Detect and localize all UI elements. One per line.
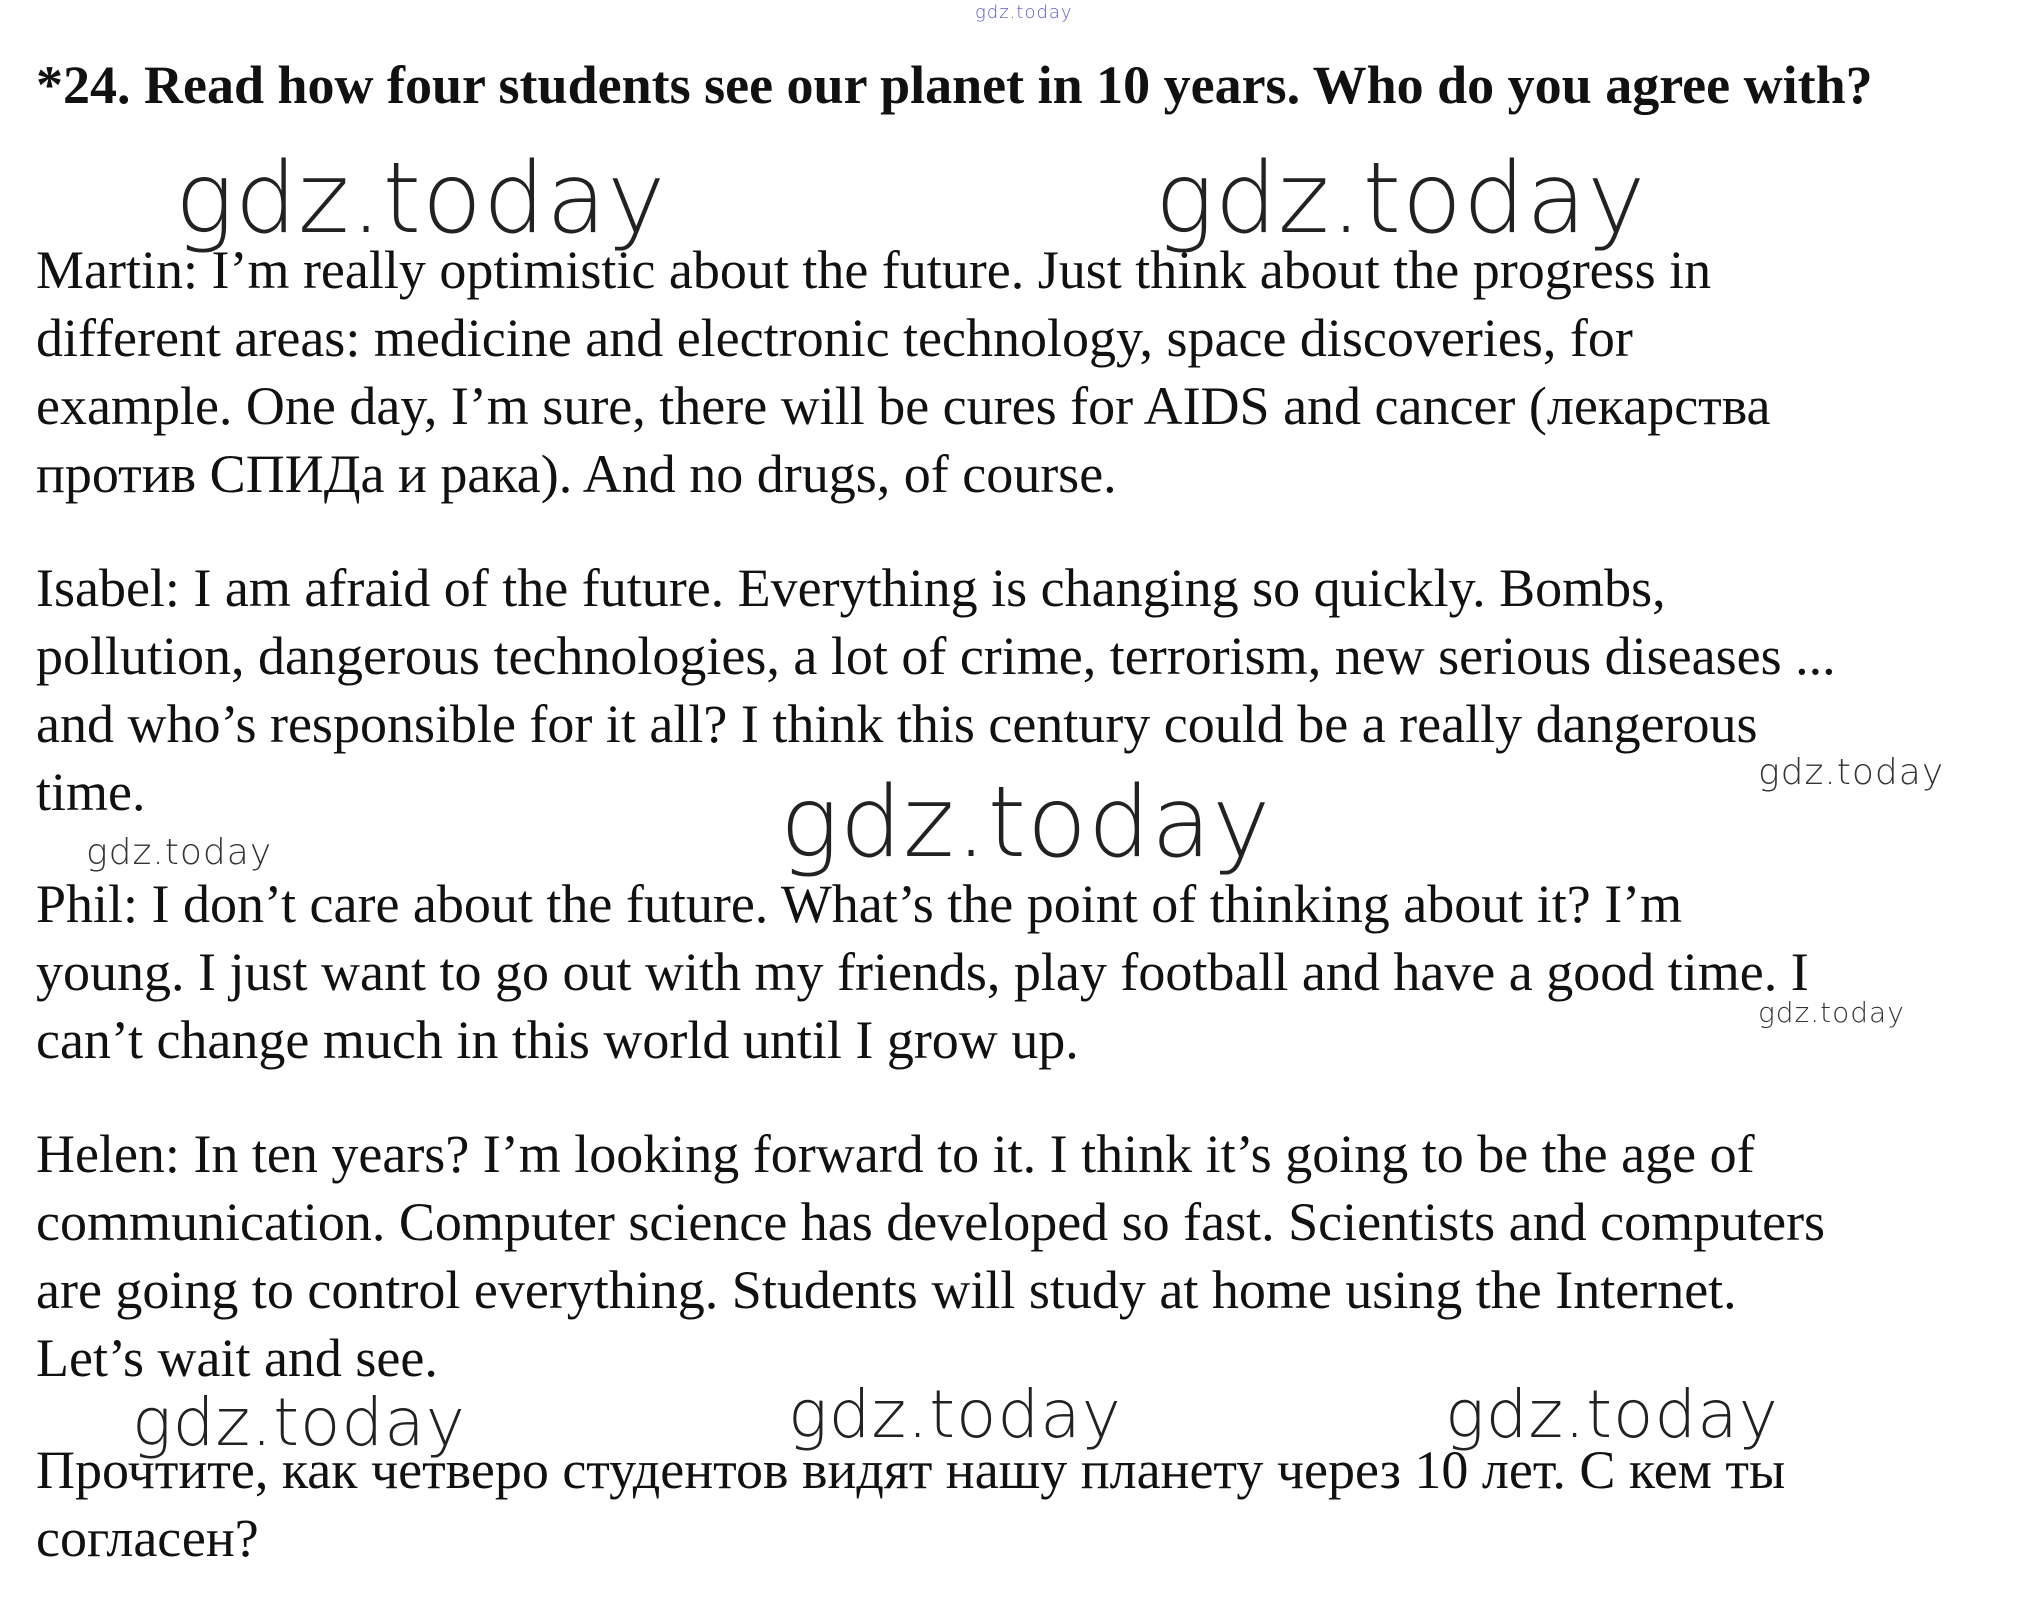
- watermark-small-2: gdz.today: [86, 832, 273, 873]
- watermark-top: gdz.today: [975, 2, 1073, 23]
- watermark-large-3: gdz.today: [780, 766, 1272, 880]
- watermark-medium-3: gdz.today: [1445, 1376, 1779, 1453]
- paragraph-helen: Helen: In ten years? I’m looking forward to it. I think it’s going to be the age of communication. Computer science has developed so fast. Scientists and computers are going to control everything. Students will study at home using the Internet. Let’s wait and see.: [36, 1124, 1826, 1388]
- watermark-large-2: gdz.today: [1155, 142, 1647, 256]
- task-title: *24. Read how four students see our planet in 10 years. Who do you agree with?: [36, 55, 1873, 115]
- watermark-medium-2: gdz.today: [788, 1376, 1122, 1453]
- watermark-small-1: gdz.today: [1758, 752, 1945, 793]
- paragraph-russian-translation: Прочтите, как четверо студентов видят нашу планету через 10 лет. С кем ты согласен?: [36, 1440, 1786, 1568]
- paragraph-martin: Martin: I’m really optimistic about the future. Just think about the progress in different areas: medicine and electronic technology, space discoveries, for example. One day, I’m sure, there will be cures for AIDS and cancer (лекарства против СПИДа и рака). And no drugs, of course.: [36, 240, 1771, 504]
- paragraph-phil: Phil: I don’t care about the future. What’s the point of thinking about it? I’m young. I just want to go out with my friends, play football and have a good time. I can’t change much in this world until I grow up.: [36, 874, 1809, 1070]
- watermark-medium-1: gdz.today: [132, 1384, 466, 1461]
- watermark-small-3: gdz.today: [1758, 996, 1905, 1029]
- paragraph-isabel: Isabel: I am afraid of the future. Everything is changing so quickly. Bombs, pollution, dangerous technologies, a lot of crime, terrorism, new serious diseases ... and who’s responsible for it all? I think this century could be a really dangerous time.: [36, 558, 1836, 822]
- watermark-large-1: gdz.today: [175, 142, 667, 256]
